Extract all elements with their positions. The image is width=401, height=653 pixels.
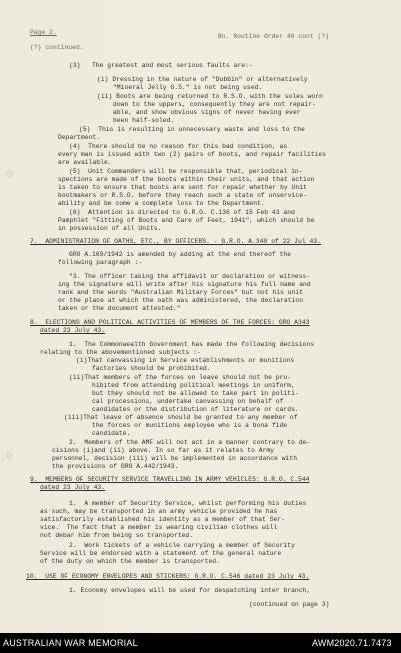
text-line: 2. Members of the AMF will not act in a manner contrary to de- <box>69 439 311 446</box>
text-line: not debar him from being so transported. <box>40 532 194 539</box>
text-line: are available. <box>58 159 112 166</box>
text-line: spections are made of the boots within their units, and that action <box>58 176 315 183</box>
text-line: (5) This is resulting in unnecessary waste and loss to the <box>79 126 305 133</box>
text-line: (ii)That members of the forces on leave should not be pro- <box>69 374 292 381</box>
text-line: Pamphlet "Fitting of Boots and Care of Feet, 1941", which should be <box>58 217 315 224</box>
continued-on-page-3: (continued on page 3) <box>249 601 330 608</box>
text-line: personnel, decision (iii) will be implemented in accordance with <box>52 455 298 462</box>
text-line: ing the signature will write after his signature his full name and <box>58 281 311 288</box>
section-heading: 7. ADMINISTRATION OF OATHS, ETC., BY OFFICERS. - G.R.O. A.340 of 22 Jul 43. <box>30 238 321 245</box>
section-heading: 8. ELECTIONS AND POLITICAL ACTIVITIES OF MEMBERS OF THE FORCES: GRO A343 <box>30 319 310 326</box>
text-line: in possession of all Units. <box>58 225 162 232</box>
text-line: every man is issued with two (2) pairs of boots, and repair facilities <box>58 151 327 158</box>
text-line: cisions (i)and (ii) above. In so far as it relates to Army <box>52 447 275 454</box>
text-line: been half-soled. <box>113 117 175 124</box>
text-line: able, and show obvious signs of never having ever <box>113 109 301 116</box>
section-heading: dated 23 July 43. <box>40 327 106 334</box>
text-line: taken or the document attested." <box>58 305 181 312</box>
text-line: 1. The Commonwealth Government has made the following decisions <box>69 341 315 348</box>
text-line: vice. The fact that a member is wearing civilian clothes will <box>40 524 278 531</box>
text-line: or the place at which the oath was administered, the declaration <box>58 297 304 304</box>
text-line: candidates or the distribution of literature or cards. <box>92 406 299 413</box>
continued-label: (?) continued. <box>30 44 84 51</box>
text-line: Department. <box>58 134 101 141</box>
text-line: "3. The officer taking the affidavit or declaration or witness- <box>69 273 311 280</box>
text-line: (5) Unit Commanders will be responsible that, periodical in- <box>69 168 303 175</box>
text-line: following paragraph :- <box>58 259 143 266</box>
text-line: 1. A member of Security Service, whilst performing his duties <box>69 500 307 507</box>
text-line: relating to the abovementioned subjects :- <box>40 349 201 356</box>
text-line: the provisions of GRO A.442/1943. <box>52 463 179 470</box>
text-line: (3) The greatest and most serious faults are:- <box>69 62 253 69</box>
punch-hole <box>6 452 13 459</box>
section-heading: 10. USE OF ECONOMY ENVELOPES AND STICKERS: G.R.O. C.546 dated 23 July 43. <box>26 573 310 580</box>
footer-institution: AUSTRALIAN WAR MEMORIAL <box>3 638 138 648</box>
text-line: "Mineral Jelly G.S." is not being used. <box>113 84 263 91</box>
footer-accession-number: AWM2020.71.7473 <box>312 638 392 648</box>
text-line: hibited from attending political meetings in uniform, <box>92 382 295 389</box>
routine-order-heading: Bn. Routine Order 40 cont (?) <box>218 33 330 40</box>
section-heading: 9. MEMBERS OF SECURITY SERVICE TRAVELLING IN ARMY VEHICLES: G.R.O. C.544 <box>30 476 310 483</box>
text-line: satisfactorily established his identity as a member of that Ser- <box>40 516 286 523</box>
text-line: (4) There should be no reason for this bad condition, as <box>69 143 288 150</box>
text-line: of the duty on which the member is transported. <box>40 558 220 565</box>
text-line: GRO A.169/1942 is amended by adding at the end thereof the <box>69 251 292 258</box>
text-line: (6) Attention is directed to G.R.O. C.136 of 15 Feb 43 and <box>69 209 295 216</box>
text-line: ability and be come a complete loss to the Department. <box>58 200 265 207</box>
page-label: Page 2. <box>30 29 57 36</box>
text-line: the forces or munitions employee who is a bona fide <box>92 422 288 429</box>
text-line: 2. Work tickets of a vehicle carrying a member of Security <box>69 542 295 549</box>
archive-footer <box>0 633 401 653</box>
text-line: 1. Economy envelopes will be used for despatching inter branch, <box>69 587 311 594</box>
text-line: as such, may be transported in an army vehicle provided he has <box>40 508 278 515</box>
text-line: (iii)That leave of absence should be granted to any member of <box>64 414 298 421</box>
text-line: is taken to ensure that boots are sent for repair whether by Unit <box>58 184 307 191</box>
text-line: (i)That canvassing in Service establishments or munitions <box>76 357 295 364</box>
section-heading: dated 23 July 43. <box>40 484 106 491</box>
text-line: factories should be prohibited. <box>92 365 211 372</box>
text-line: cal processions, undertake canvassing on behalf of <box>92 398 284 405</box>
punch-hole <box>6 170 13 177</box>
text-line: candidate. <box>92 430 131 437</box>
text-line: (i) Dressing in the nature of "Dubbin" or alternatively <box>97 76 308 83</box>
text-line: bootmakers or R.S.O. before they reach such a state of unservice- <box>58 192 307 199</box>
text-line: (ii) Boots are being returned to R.S.O. with the soles worn <box>97 93 323 100</box>
text-line: but they should not be allowed to take part in politi- <box>92 390 299 397</box>
text-line: rank and the words "Australian Military Forces" but not his unit <box>58 289 304 296</box>
text-line: Service will be endorsed with a statement of the general nature <box>40 550 282 557</box>
text-line: down to the uppers, consequently they are not repair- <box>113 101 316 108</box>
